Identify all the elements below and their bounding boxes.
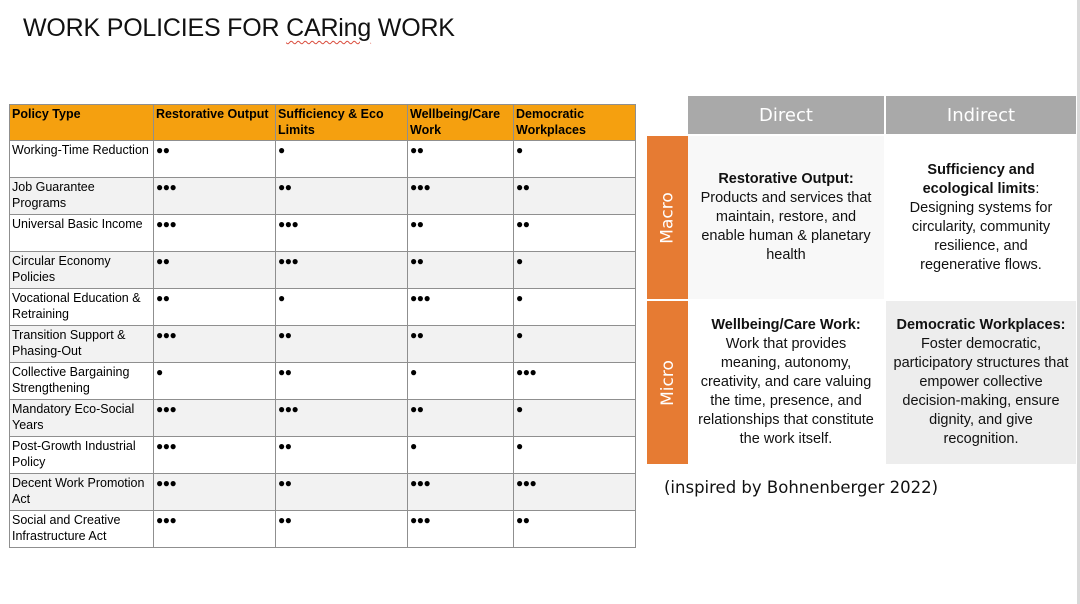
- work-matrix: [647, 96, 1076, 464]
- policy-name: Working-Time Reduction: [10, 141, 154, 178]
- rating-democratic: ●●●: [514, 474, 636, 511]
- slide-title: [23, 14, 455, 43]
- rating-sufficiency: ●●: [276, 178, 408, 215]
- table-row: [10, 474, 636, 511]
- column-header-direct: Direct: [688, 96, 884, 134]
- rating-restorative: ●●●: [154, 437, 276, 474]
- header-restorative-output: Restorative Output: [154, 105, 276, 141]
- policy-name: Transition Support & Phasing-Out: [10, 326, 154, 363]
- rating-democratic: ●●: [514, 511, 636, 548]
- cell-body: Foster democratic, participatory structures that empower collective decision-making, ensure dignity, and give recognition.: [893, 336, 1069, 447]
- table-row: [10, 141, 636, 178]
- header-policy-type: Policy Type: [10, 105, 154, 141]
- cell-micro-direct: [688, 301, 884, 464]
- rating-democratic: ●●●: [514, 363, 636, 400]
- table-row: [10, 178, 636, 215]
- rating-wellbeing: ●●: [408, 215, 514, 252]
- cell-title: Sufficiency and ecological limits: [922, 161, 1036, 197]
- table-row: [10, 252, 636, 289]
- rating-wellbeing: ●●●: [408, 178, 514, 215]
- rating-sufficiency: ●: [276, 289, 408, 326]
- rating-sufficiency: ●●●: [276, 252, 408, 289]
- rating-restorative: ●●●: [154, 215, 276, 252]
- rating-democratic: ●: [514, 326, 636, 363]
- policy-name: Circular Economy Policies: [10, 252, 154, 289]
- table-row: [10, 511, 636, 548]
- source-credit: (inspired by Bohnenberger 2022): [664, 478, 939, 497]
- rating-sufficiency: ●●●: [276, 400, 408, 437]
- rating-wellbeing: ●: [408, 363, 514, 400]
- rating-sufficiency: ●●: [276, 437, 408, 474]
- cell-title: Wellbeing/Care Work:: [711, 317, 861, 333]
- cell-body: Products and services that maintain, restore, and enable human & planetary health: [700, 190, 872, 263]
- rating-sufficiency: ●: [276, 141, 408, 178]
- rating-wellbeing: ●●●: [408, 511, 514, 548]
- rating-wellbeing: ●●: [408, 326, 514, 363]
- rating-sufficiency: ●●●: [276, 215, 408, 252]
- row-label-macro: [647, 136, 688, 299]
- rating-restorative: ●●●: [154, 511, 276, 548]
- policy-name: Mandatory Eco-Social Years: [10, 400, 154, 437]
- rating-democratic: ●●: [514, 215, 636, 252]
- rating-restorative: ●●●: [154, 474, 276, 511]
- rating-wellbeing: ●●: [408, 252, 514, 289]
- table-row: [10, 326, 636, 363]
- table-row: [10, 215, 636, 252]
- rating-wellbeing: ●: [408, 437, 514, 474]
- title-suffix: WORK: [371, 14, 455, 42]
- rating-wellbeing: ●●●: [408, 474, 514, 511]
- rating-restorative: ●●●: [154, 326, 276, 363]
- cell-title: Democratic Workplaces:: [896, 317, 1066, 333]
- cell-body: : Designing systems for circularity, community resilience, and regenerative flows.: [909, 180, 1053, 273]
- rating-democratic: ●: [514, 437, 636, 474]
- row-label-micro-text: Micro: [657, 359, 678, 406]
- header-sufficiency: Sufficiency & Eco Limits: [276, 105, 408, 141]
- title-prefix: WORK POLICIES FOR: [23, 14, 287, 42]
- column-header-indirect: Indirect: [886, 96, 1076, 134]
- row-label-macro-text: Macro: [657, 191, 678, 244]
- policy-name: Collective Bargaining Strengthening: [10, 363, 154, 400]
- rating-restorative: ●●: [154, 289, 276, 326]
- policy-name: Post-Growth Industrial Policy: [10, 437, 154, 474]
- header-wellbeing-care: Wellbeing/Care Work: [408, 105, 514, 141]
- rating-democratic: ●●: [514, 178, 636, 215]
- rating-restorative: ●●●: [154, 178, 276, 215]
- rating-democratic: ●: [514, 252, 636, 289]
- rating-restorative: ●●: [154, 252, 276, 289]
- table-row: [10, 437, 636, 474]
- policy-table: [9, 104, 636, 548]
- rating-sufficiency: ●●: [276, 363, 408, 400]
- cell-title: Restorative Output:: [718, 171, 854, 187]
- policy-name: Social and Creative Infrastructure Act: [10, 511, 154, 548]
- rating-democratic: ●: [514, 141, 636, 178]
- policy-name: Vocational Education & Retraining: [10, 289, 154, 326]
- rating-democratic: ●: [514, 289, 636, 326]
- rating-sufficiency: ●●: [276, 326, 408, 363]
- cell-body: Work that provides meaning, autonomy, creativity, and care valuing the time, presence, and relationships that constitute the work itself.: [698, 336, 874, 447]
- cell-macro-indirect: [886, 136, 1076, 299]
- header-democratic-workplaces: Democratic Workplaces: [514, 105, 636, 141]
- rating-democratic: ●: [514, 400, 636, 437]
- cell-macro-direct: [688, 136, 884, 299]
- rating-wellbeing: ●●: [408, 400, 514, 437]
- row-label-micro: [647, 301, 688, 464]
- cell-micro-indirect: [886, 301, 1076, 464]
- table-header-row: [10, 105, 636, 141]
- rating-restorative: ●●●: [154, 400, 276, 437]
- policy-name: Universal Basic Income: [10, 215, 154, 252]
- rating-sufficiency: ●●: [276, 474, 408, 511]
- rating-sufficiency: ●●: [276, 511, 408, 548]
- cell-text: [892, 161, 1070, 275]
- title-underlined-word: CARing: [286, 14, 372, 42]
- table-row: [10, 363, 636, 400]
- policy-name: Decent Work Promotion Act: [10, 474, 154, 511]
- rating-wellbeing: ●●●: [408, 289, 514, 326]
- rating-wellbeing: ●●: [408, 141, 514, 178]
- table-row: [10, 400, 636, 437]
- policy-name: Job Guarantee Programs: [10, 178, 154, 215]
- rating-restorative: ●●: [154, 141, 276, 178]
- table-row: [10, 289, 636, 326]
- rating-restorative: ●: [154, 363, 276, 400]
